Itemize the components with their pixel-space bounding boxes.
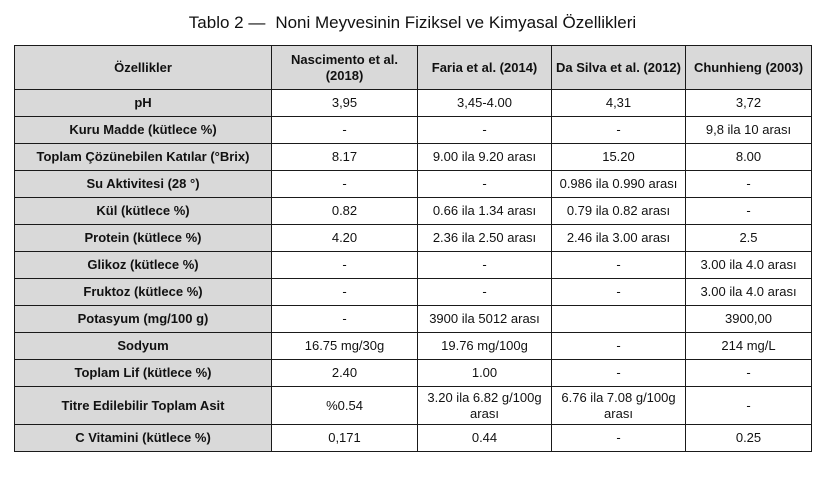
table-cell	[552, 306, 686, 333]
table-cell: 16.75 mg/30g	[272, 333, 418, 360]
table-row-fructose	[15, 279, 812, 306]
row-label: Sodyum	[15, 333, 272, 360]
table-cell: 8.00	[686, 144, 812, 171]
table-header	[15, 46, 812, 90]
table-cell: 1.00	[418, 360, 552, 387]
table-row-ash	[15, 198, 812, 225]
table-cell: 0.82	[272, 198, 418, 225]
table-cell: -	[686, 171, 812, 198]
row-label: Glikoz (kütlece %)	[15, 252, 272, 279]
column-header-da-silva: Da Silva et al. (2012)	[552, 46, 686, 90]
table-cell: -	[418, 252, 552, 279]
table-cell: -	[272, 306, 418, 333]
table-cell: 3.20 ila 6.82 g/100g arası	[418, 387, 552, 425]
column-header-nascimento: Nascimento et al. (2018)	[272, 46, 418, 90]
table-cell: -	[272, 252, 418, 279]
table-cell: -	[272, 171, 418, 198]
table-cell: 0.25	[686, 425, 812, 452]
table-row-vitamin-c	[15, 425, 812, 452]
table-cell: -	[552, 279, 686, 306]
table-cell: %0.54	[272, 387, 418, 425]
row-label: Potasyum (mg/100 g)	[15, 306, 272, 333]
table-cell: 8.17	[272, 144, 418, 171]
table-row-dry-matter	[15, 117, 812, 144]
table-cell: -	[552, 425, 686, 452]
table-cell: 3,95	[272, 90, 418, 117]
table-row-total-fiber	[15, 360, 812, 387]
table-cell: -	[418, 279, 552, 306]
table-cell: 0.44	[418, 425, 552, 452]
table-cell: -	[418, 117, 552, 144]
row-label: Toplam Lif (kütlece %)	[15, 360, 272, 387]
table-cell: 19.76 mg/100g	[418, 333, 552, 360]
row-label: Fruktoz (kütlece %)	[15, 279, 272, 306]
table-cell: 4,31	[552, 90, 686, 117]
column-header-properties: Özellikler	[15, 46, 272, 90]
row-label: pH	[15, 90, 272, 117]
table-cell: 2.36 ila 2.50 arası	[418, 225, 552, 252]
table-cell: 3.00 ila 4.0 arası	[686, 279, 812, 306]
table-cell: -	[552, 360, 686, 387]
table-cell: -	[272, 279, 418, 306]
table-cell: -	[686, 387, 812, 425]
table-title: Noni Meyvesinin Fiziksel ve Kimyasal Özellikleri	[275, 13, 637, 32]
properties-table	[14, 45, 812, 452]
table-cell: 3900,00	[686, 306, 812, 333]
table-row-ph	[15, 90, 812, 117]
table-cell: 0.986 ila 0.990 arası	[552, 171, 686, 198]
column-header-chunhieng: Chunhieng (2003)	[686, 46, 812, 90]
table-cell: -	[686, 360, 812, 387]
row-label: Kuru Madde (kütlece %)	[15, 117, 272, 144]
row-label: Su Aktivitesi (28 °)	[15, 171, 272, 198]
table-cell: 6.76 ila 7.08 g/100g arası	[552, 387, 686, 425]
table-cell: -	[272, 117, 418, 144]
row-label: C Vitamini (kütlece %)	[15, 425, 272, 452]
table-cell: 9.00 ila 9.20 arası	[418, 144, 552, 171]
table-cell: 9,8 ila 10 arası	[686, 117, 812, 144]
table-cell: 3.00 ila 4.0 arası	[686, 252, 812, 279]
table-cell: -	[552, 333, 686, 360]
table-row-sodium	[15, 333, 812, 360]
table-body	[15, 90, 812, 452]
table-cell: -	[552, 117, 686, 144]
header-row	[15, 46, 812, 90]
table-cell: 4.20	[272, 225, 418, 252]
table-cell: 3900 ila 5012 arası	[418, 306, 552, 333]
table-cell: 2.5	[686, 225, 812, 252]
table-cell: 0,171	[272, 425, 418, 452]
table-cell: 0.66 ila 1.34 arası	[418, 198, 552, 225]
table-cell: 3,72	[686, 90, 812, 117]
table-row-water-activity	[15, 171, 812, 198]
table-cell: -	[686, 198, 812, 225]
table-row-glucose	[15, 252, 812, 279]
table-cell: 2.40	[272, 360, 418, 387]
table-cell: 3,45-4.00	[418, 90, 552, 117]
column-header-faria: Faria et al. (2014)	[418, 46, 552, 90]
table-number: Tablo 2 —	[188, 13, 266, 32]
table-cell: 0.79 ila 0.82 arası	[552, 198, 686, 225]
table-row-protein	[15, 225, 812, 252]
table-caption	[0, 12, 825, 34]
table-cell: 15.20	[552, 144, 686, 171]
table-cell: -	[552, 252, 686, 279]
table-cell: -	[418, 171, 552, 198]
table-cell: 2.46 ila 3.00 arası	[552, 225, 686, 252]
table-cell: 214 mg/L	[686, 333, 812, 360]
row-label: Protein (kütlece %)	[15, 225, 272, 252]
row-label: Toplam Çözünebilen Katılar (°Brix)	[15, 144, 272, 171]
row-label: Titre Edilebilir Toplam Asit	[15, 387, 272, 425]
table-row-total-soluble-solids	[15, 144, 812, 171]
table-row-titratable-acidity	[15, 387, 812, 425]
table-row-potassium	[15, 306, 812, 333]
row-label: Kül (kütlece %)	[15, 198, 272, 225]
